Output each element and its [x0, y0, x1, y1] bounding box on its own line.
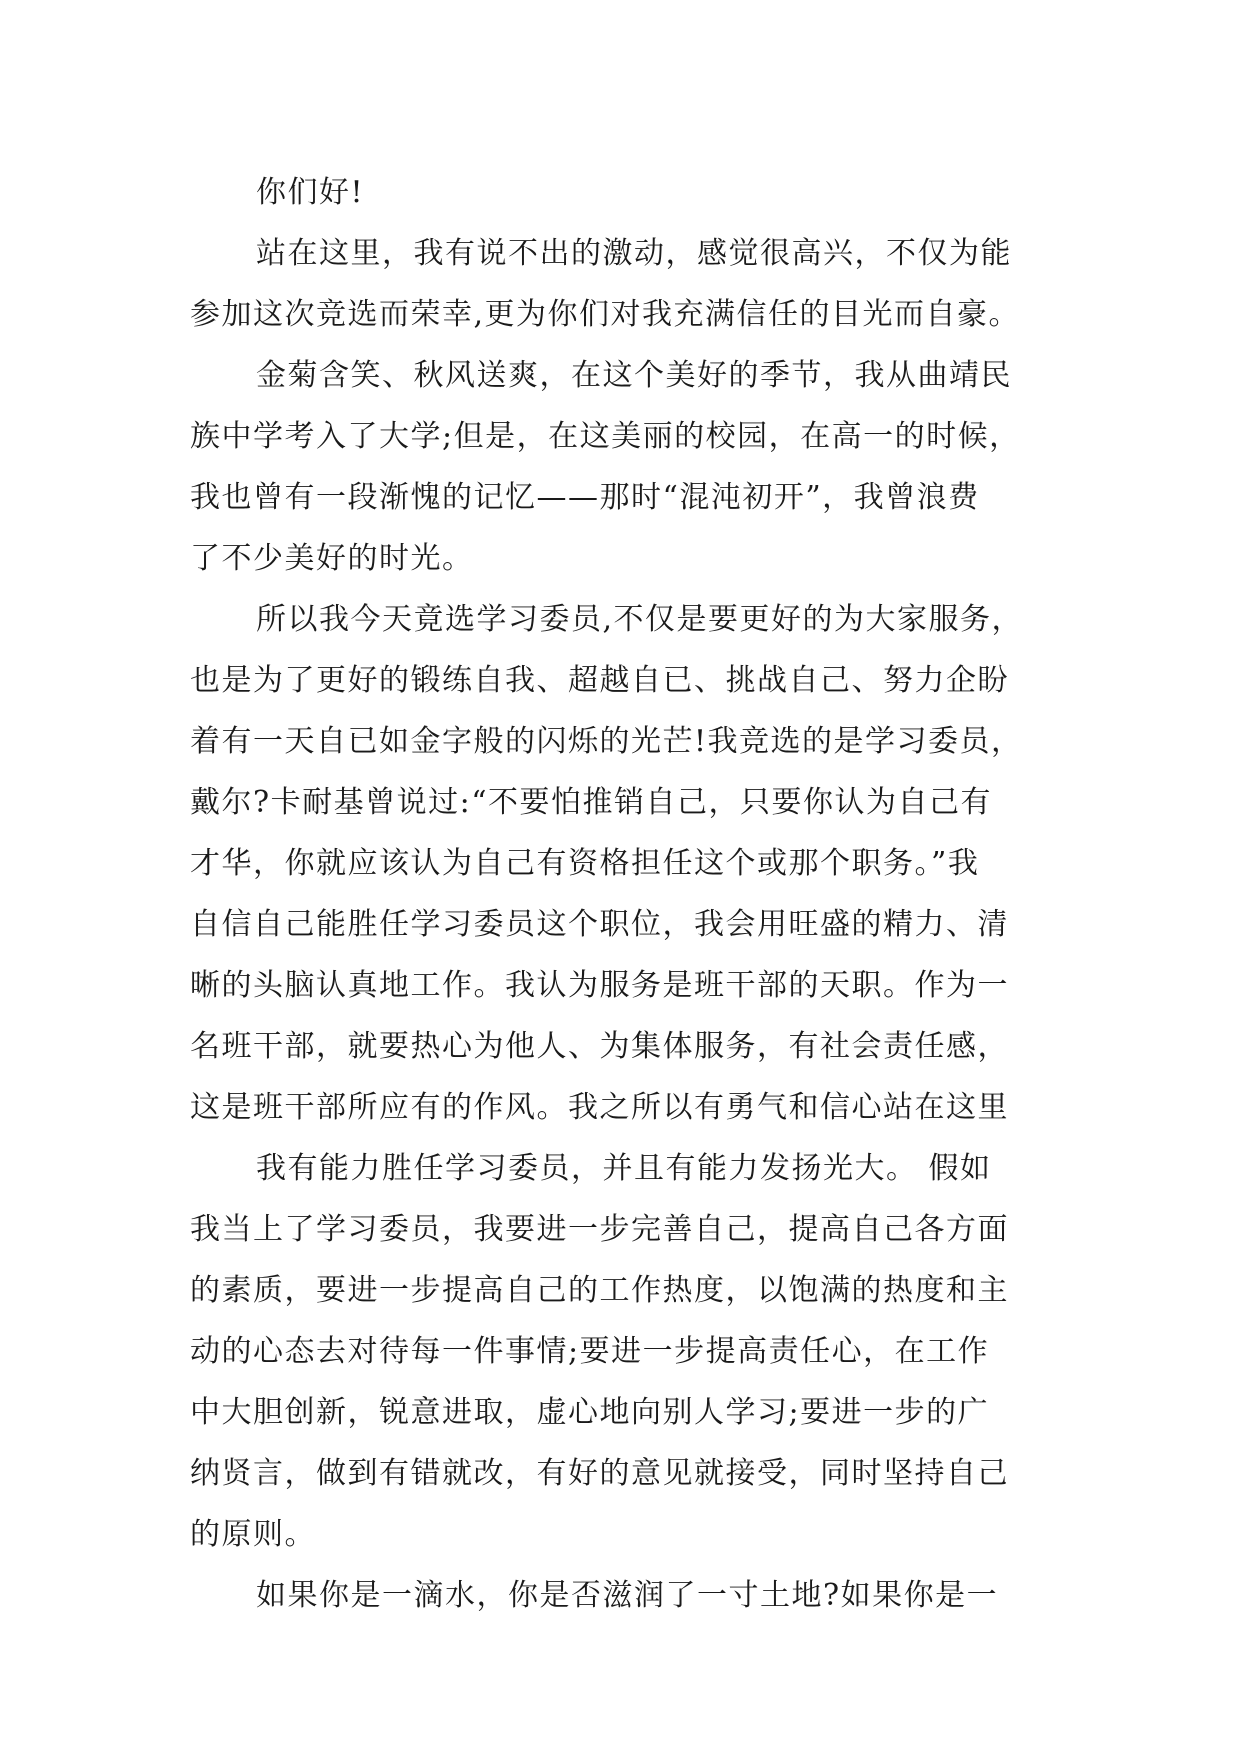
text-line: 你们好! [256, 175, 365, 210]
text-line: 自信自己能胜任学习委员这个职位，我会用旺盛的精力、清 [190, 907, 1009, 942]
text-line: 如果你是一滴水，你是否滋润了一寸土地?如果你是一 [256, 1578, 999, 1613]
text-line: 这是班干部所应有的作风。我之所以有勇气和信心站在这里 [190, 1090, 1009, 1125]
text-line: 参加这次竞选而荣幸,更为你们对我充满信任的目光而自豪。 [190, 297, 1021, 332]
text-line: 我当上了学习委员，我要进一步完善自己，提高自己各方面 [190, 1212, 1009, 1247]
text-line: 才华，你就应该认为自己有资格担任这个或那个职务。”我 [190, 846, 980, 881]
text-line: 站在这里，我有说不出的激动，感觉很高兴，不仅为能 [256, 236, 1012, 271]
text-line: 中大胆创新，锐意进取，虚心地向别人学习;要进一步的广 [190, 1395, 990, 1430]
text-line: 金菊含笑、秋风送爽，在这个美好的季节，我从曲靖民 [256, 358, 1012, 393]
text-line: 名班干部，就要热心为他人、为集体服务，有社会责任感， [190, 1029, 1009, 1064]
text-line: 了不少美好的时光。 [190, 541, 474, 576]
text-line: 族中学考入了大学;但是，在这美丽的校园，在高一的时候， [190, 419, 1021, 454]
text-line: 纳贤言，做到有错就改，有好的意见就接受，同时坚持自己 [190, 1456, 1009, 1491]
text-line: 晰的头脑认真地工作。我认为服务是班干部的天职。作为一 [190, 968, 1009, 1003]
text-line: 戴尔?卡耐基曾说过:“不要怕推销自己，只要你认为自己有 [190, 785, 993, 820]
text-line: 所以我今天竟选学习委员,不仅是要更好的为大家服务， [256, 602, 1024, 637]
text-line: 我有能力胜任学习委员，并且有能力发扬光大。 假如 [256, 1151, 992, 1186]
text-line: 的素质，要进一步提高自己的工作热度，以饱满的热度和主 [190, 1273, 1009, 1308]
text-line: 也是为了更好的锻练自我、超越自已、挑战自己、努力企盼 [190, 663, 1009, 698]
text-line: 着有一天自已如金字般的闪烁的光芒!我竞选的是学习委员， [190, 724, 1023, 759]
text-line: 我也曾有一段渐愧的记忆——那时“混沌初开”，我曾浪费 [190, 480, 980, 515]
document-body [190, 162, 1070, 1626]
text-line: 的原则。 [190, 1517, 316, 1552]
text-line: 动的心态去对待每一件事情;要进一步提高责任心，在工作 [190, 1334, 990, 1369]
